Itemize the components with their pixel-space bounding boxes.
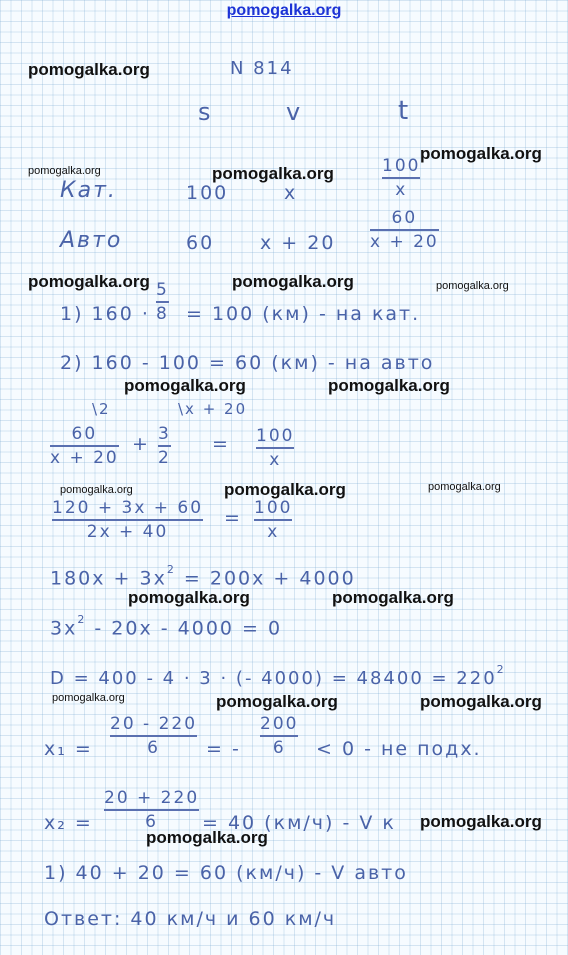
fraction-bar [260,735,298,737]
eq2-fraction-right [254,498,292,542]
eq1-fraction-1 [50,424,119,468]
eq4-left: 3x [50,617,78,640]
watermark: pomogalka.org [328,376,450,395]
fraction-denominator: 6 [147,738,160,758]
watermark: pomogalka.org [216,692,338,711]
x1-mid: = - [206,738,241,760]
fraction-denominator: 2 [158,448,171,468]
watermark: pomogalka.org [436,280,509,292]
eq4-line [50,613,283,640]
final-step: 1) 40 + 20 = 60 (км/ч) - V авто [44,862,408,884]
fraction-denominator: x [269,450,282,470]
watermark: pomogalka.org [212,164,334,183]
x2-fraction [104,788,199,832]
top-watermark-link[interactable]: pomogalka.org [226,2,342,19]
fraction-bar [52,519,203,521]
watermark: pomogalka.org [224,480,346,499]
row-avto-s: 60 [186,232,215,254]
fraction-bar [254,519,292,521]
step1-result: = 100 (км) - на кат. [186,303,421,325]
column-v-header: v [286,98,303,126]
fraction-numerator: 60 [391,208,418,228]
watermark: pomogalka.org [420,144,542,163]
row-kat-s: 100 [186,182,229,204]
watermark: pomogalka.org [232,272,354,291]
fraction-denominator: 6 [272,738,286,758]
watermark: pomogalka.org [28,272,150,291]
fraction-denominator: x [267,522,280,542]
eq3-right: = 200x + 4000 [183,567,356,590]
answer: Ответ: 40 км/ч и 60 км/ч [44,908,337,930]
fraction-numerator: 20 - 220 [110,714,198,734]
watermark: pomogalka.org [128,588,250,607]
discriminant-text: D = 400 - 4 · 3 · (- 4000) = 48400 = 220 [50,668,497,689]
watermark: pomogalka.org [420,692,542,711]
fraction-numerator: 100 [382,156,421,176]
eq1-fraction-3 [256,426,294,470]
eq2-equals: = [224,507,242,529]
row-avto-v: x + 20 [260,232,336,254]
x2-tail: = 40 (км/ч) - V к [202,812,396,834]
watermark: pomogalka.org [60,484,133,496]
x2-lhs: x₂ = [44,812,93,834]
eq1-multiplier-left: \2 [92,400,111,418]
step1-fraction [156,280,169,324]
row-avto-label: Авто [60,228,123,253]
eq2-fraction-left [52,498,203,542]
fraction-denominator: x [395,180,408,200]
step2-text: 2) 160 - 100 = 60 (км) - на авто [60,352,435,374]
column-t-header: t [398,96,411,126]
eq3-line [50,563,356,590]
watermark: pomogalka.org [428,481,501,493]
watermark: pomogalka.org [28,165,101,177]
watermark: pomogalka.org [28,60,150,79]
fraction-bar [370,229,439,231]
watermark: pomogalka.org [52,692,125,704]
fraction-denominator: x + 20 [50,448,119,468]
fraction-numerator: 3 [158,424,171,444]
fraction-numerator: 200 [260,714,299,734]
watermark: pomogalka.org [420,812,542,831]
fraction-bar [382,177,420,179]
row-kat-t-fraction [382,156,420,200]
discriminant-exponent: 2 [496,663,506,676]
row-kat-v: x [284,182,298,204]
fraction-denominator: 6 [145,812,158,832]
column-s-header: s [198,98,213,126]
row-kat-label: Кат. [60,178,117,203]
fraction-bar [110,735,197,737]
eq1-plus: + [132,433,150,455]
x1-fraction-2 [260,714,298,758]
fraction-bar [158,445,171,447]
eq3-left: 180x + 3x [50,567,167,590]
fraction-denominator: x + 20 [370,232,439,252]
eq3-exponent: 2 [166,563,176,576]
eq1-equals: = [212,433,230,455]
fraction-bar [104,809,199,811]
problem-number: N 814 [230,58,294,79]
watermark: pomogalka.org [124,376,246,395]
eq1-multiplier-right: \x + 20 [178,400,248,418]
fraction-numerator: 60 [71,424,98,444]
fraction-numerator: 20 + 220 [104,788,200,808]
eq1-fraction-2 [158,424,171,468]
fraction-denominator: 8 [156,304,169,324]
fraction-numerator: 120 + 3x + 60 [52,498,204,518]
x1-tail: < 0 - не подх. [316,738,482,760]
discriminant-line [50,663,506,689]
fraction-bar [156,301,169,303]
step1-lead: 1) 160 · [60,303,150,325]
row-avto-t-fraction [370,208,439,252]
fraction-numerator: 100 [256,426,295,446]
fraction-bar [256,447,294,449]
watermark: pomogalka.org [146,828,268,847]
fraction-numerator: 5 [156,280,169,300]
fraction-bar [50,445,119,447]
eq4-exponent: 2 [77,613,87,626]
watermark: pomogalka.org [332,588,454,607]
fraction-numerator: 100 [254,498,293,518]
x1-fraction [110,714,197,758]
eq4-right: - 20x - 4000 = 0 [94,617,283,640]
x1-lhs: x₁ = [44,738,93,760]
fraction-denominator: 2x + 40 [86,522,169,542]
